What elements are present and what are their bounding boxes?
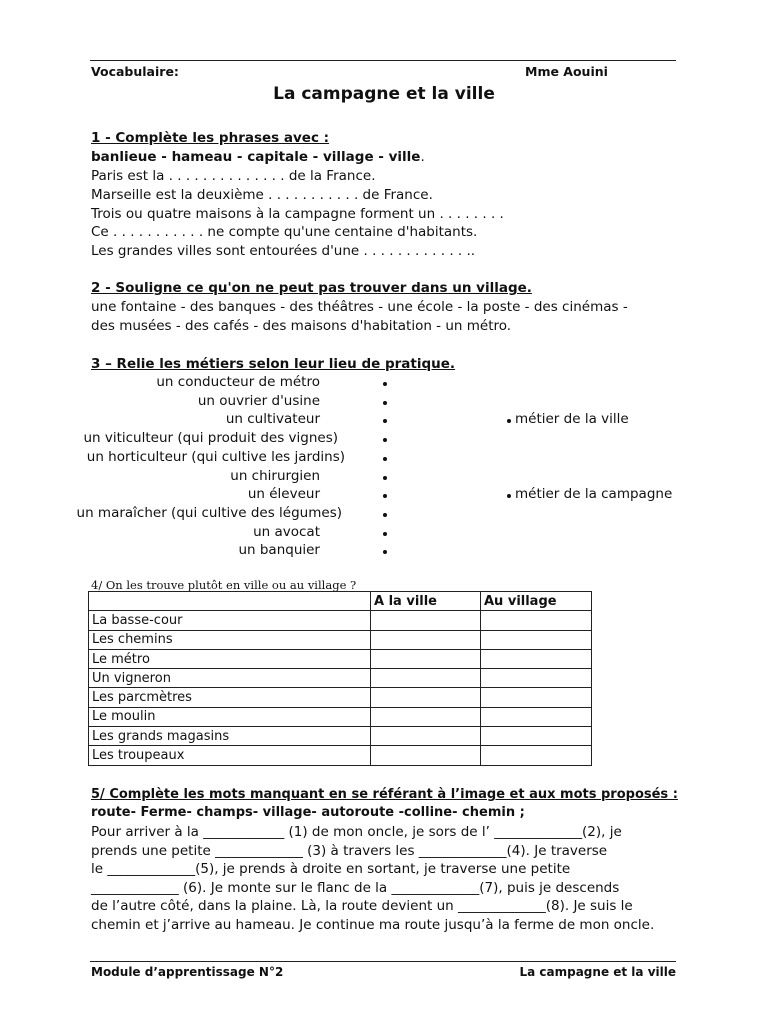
target-city: métier de la ville <box>515 411 629 427</box>
table-header-city: A la ville <box>371 592 481 611</box>
job-item: un ouvrier d'usine <box>197 393 320 409</box>
footer-title: La campagne et la ville <box>519 965 676 979</box>
ex2-line-2: des musées - des cafés - des maisons d'habitation - un métro. <box>91 318 512 334</box>
subject-label: Vocabulaire: <box>91 64 179 79</box>
answer-cell[interactable] <box>371 630 481 649</box>
ex1-word-list <box>91 148 425 166</box>
ex5-line-3: le _____________(5), je prends à droite en sortant, je traverse une petite <box>91 861 571 877</box>
ex1-line-4: Ce . . . . . . . . . . . ne compte qu'une centaine d'habitants. <box>91 224 478 240</box>
answer-cell[interactable] <box>371 727 481 746</box>
answer-cell[interactable] <box>371 611 481 630</box>
table-row <box>89 649 592 668</box>
ex5-line-2: prends une petite _____________ (3) à travers les _____________(4). Je traverse <box>91 843 608 859</box>
job-item: un avocat <box>253 524 320 540</box>
answer-cell[interactable] <box>481 611 592 630</box>
answer-cell[interactable] <box>371 746 481 765</box>
ex1-heading: 1 - Complète les phrases avec : <box>91 130 330 146</box>
ex2-line-1: une fontaine - des banques - des théâtres - une école - la poste - des cinémas - <box>91 299 628 315</box>
page-title: La campagne et la ville <box>273 84 495 104</box>
ex5-line-6: chemin et j’arrive au hameau. Je continue ma route jusqu’à la ferme de mon oncle. <box>91 917 655 933</box>
job-item: un cultivateur <box>225 411 320 427</box>
match-dot[interactable] <box>383 401 387 405</box>
answer-cell[interactable] <box>481 669 592 688</box>
job-item: un chirurgien <box>230 468 320 484</box>
teacher-name: Mme Aouini <box>525 64 608 79</box>
answer-cell[interactable] <box>371 688 481 707</box>
job-item: un maraîcher (qui cultive des légumes) <box>76 505 342 521</box>
match-dot[interactable] <box>383 494 387 498</box>
match-dot[interactable] <box>383 419 387 423</box>
top-rule <box>90 60 676 61</box>
job-item: un viticulteur (qui produit des vignes) <box>83 430 338 446</box>
ex5-line-1: Pour arriver à la ____________ (1) de mon oncle, je sors de l’ _____________(2), je <box>91 824 622 840</box>
answer-cell[interactable] <box>481 688 592 707</box>
job-item: un conducteur de métro <box>156 374 320 390</box>
table-row <box>89 630 592 649</box>
table-row <box>89 746 592 765</box>
table-row <box>89 727 592 746</box>
job-item: un banquier <box>238 542 320 558</box>
match-dot[interactable] <box>383 457 387 461</box>
ex1-line-5: Les grandes villes sont entourées d'une . . . . . . . . . . . . .. <box>91 243 476 259</box>
bottom-rule <box>90 961 676 962</box>
row-label: Les grands magasins <box>89 727 371 746</box>
answer-cell[interactable] <box>481 727 592 746</box>
ex2-heading: 2 - Souligne ce qu'on ne peut pas trouver dans un village. <box>91 280 532 296</box>
ex1-line-2: Marseille est la deuxième . . . . . . . . . . . de France. <box>91 187 433 203</box>
answer-cell[interactable] <box>481 746 592 765</box>
footer-module: Module d’apprentissage N°2 <box>91 965 284 979</box>
row-label: Les troupeaux <box>89 746 371 765</box>
table-row <box>89 611 592 630</box>
classification-table <box>88 591 592 766</box>
row-label: Le moulin <box>89 707 371 726</box>
match-dot[interactable] <box>383 476 387 480</box>
match-dot[interactable] <box>383 550 387 554</box>
answer-cell[interactable] <box>481 630 592 649</box>
row-label: Les parcmètres <box>89 688 371 707</box>
answer-cell[interactable] <box>371 649 481 668</box>
ex4-heading: 4/ On les trouve plutôt en ville ou au village ? <box>91 578 357 592</box>
match-dot[interactable] <box>383 382 387 386</box>
answer-cell[interactable] <box>371 669 481 688</box>
table-row <box>89 669 592 688</box>
target-dot-city[interactable] <box>507 419 511 423</box>
ex1-words-end: . <box>420 149 425 165</box>
answer-cell[interactable] <box>481 707 592 726</box>
table-header-empty <box>89 592 371 611</box>
ex5-line-5: de l’autre côté, dans la plaine. Là, la route devient un _____________(8). Je suis le <box>91 898 633 914</box>
ex1-line-3: Trois ou quatre maisons à la campagne forment un . . . . . . . . <box>91 206 504 222</box>
ex3-heading: 3 – Relie les métiers selon leur lieu de pratique. <box>91 356 456 372</box>
answer-cell[interactable] <box>371 707 481 726</box>
ex5-line-4: _____________ (6). Je monte sur le flanc de la _____________(7), puis je descends <box>91 880 620 896</box>
target-dot-country[interactable] <box>507 494 511 498</box>
table-header-village: Au village <box>481 592 592 611</box>
table-row <box>89 707 592 726</box>
match-dot[interactable] <box>383 532 387 536</box>
table-header-row <box>89 592 592 611</box>
ex5-words: route- Ferme- champs- village- autoroute -colline- chemin ; <box>91 805 525 820</box>
match-dot[interactable] <box>383 438 387 442</box>
row-label: Les chemins <box>89 630 371 649</box>
match-dot[interactable] <box>383 513 387 517</box>
answer-cell[interactable] <box>481 649 592 668</box>
ex5-heading: 5/ Complète les mots manquant en se référant à l’image et aux mots proposés : <box>91 787 678 802</box>
ex1-words: banlieue - hameau - capitale - village - ville <box>91 149 421 165</box>
target-country: métier de la campagne <box>515 486 673 502</box>
job-item: un éleveur <box>247 486 320 502</box>
row-label: La basse-cour <box>89 611 371 630</box>
row-label: Un vigneron <box>89 669 371 688</box>
ex1-line-1: Paris est la . . . . . . . . . . . . . . de la France. <box>91 168 376 184</box>
job-item: un horticulteur (qui cultive les jardins) <box>86 449 345 465</box>
table-row <box>89 688 592 707</box>
row-label: Le métro <box>89 649 371 668</box>
